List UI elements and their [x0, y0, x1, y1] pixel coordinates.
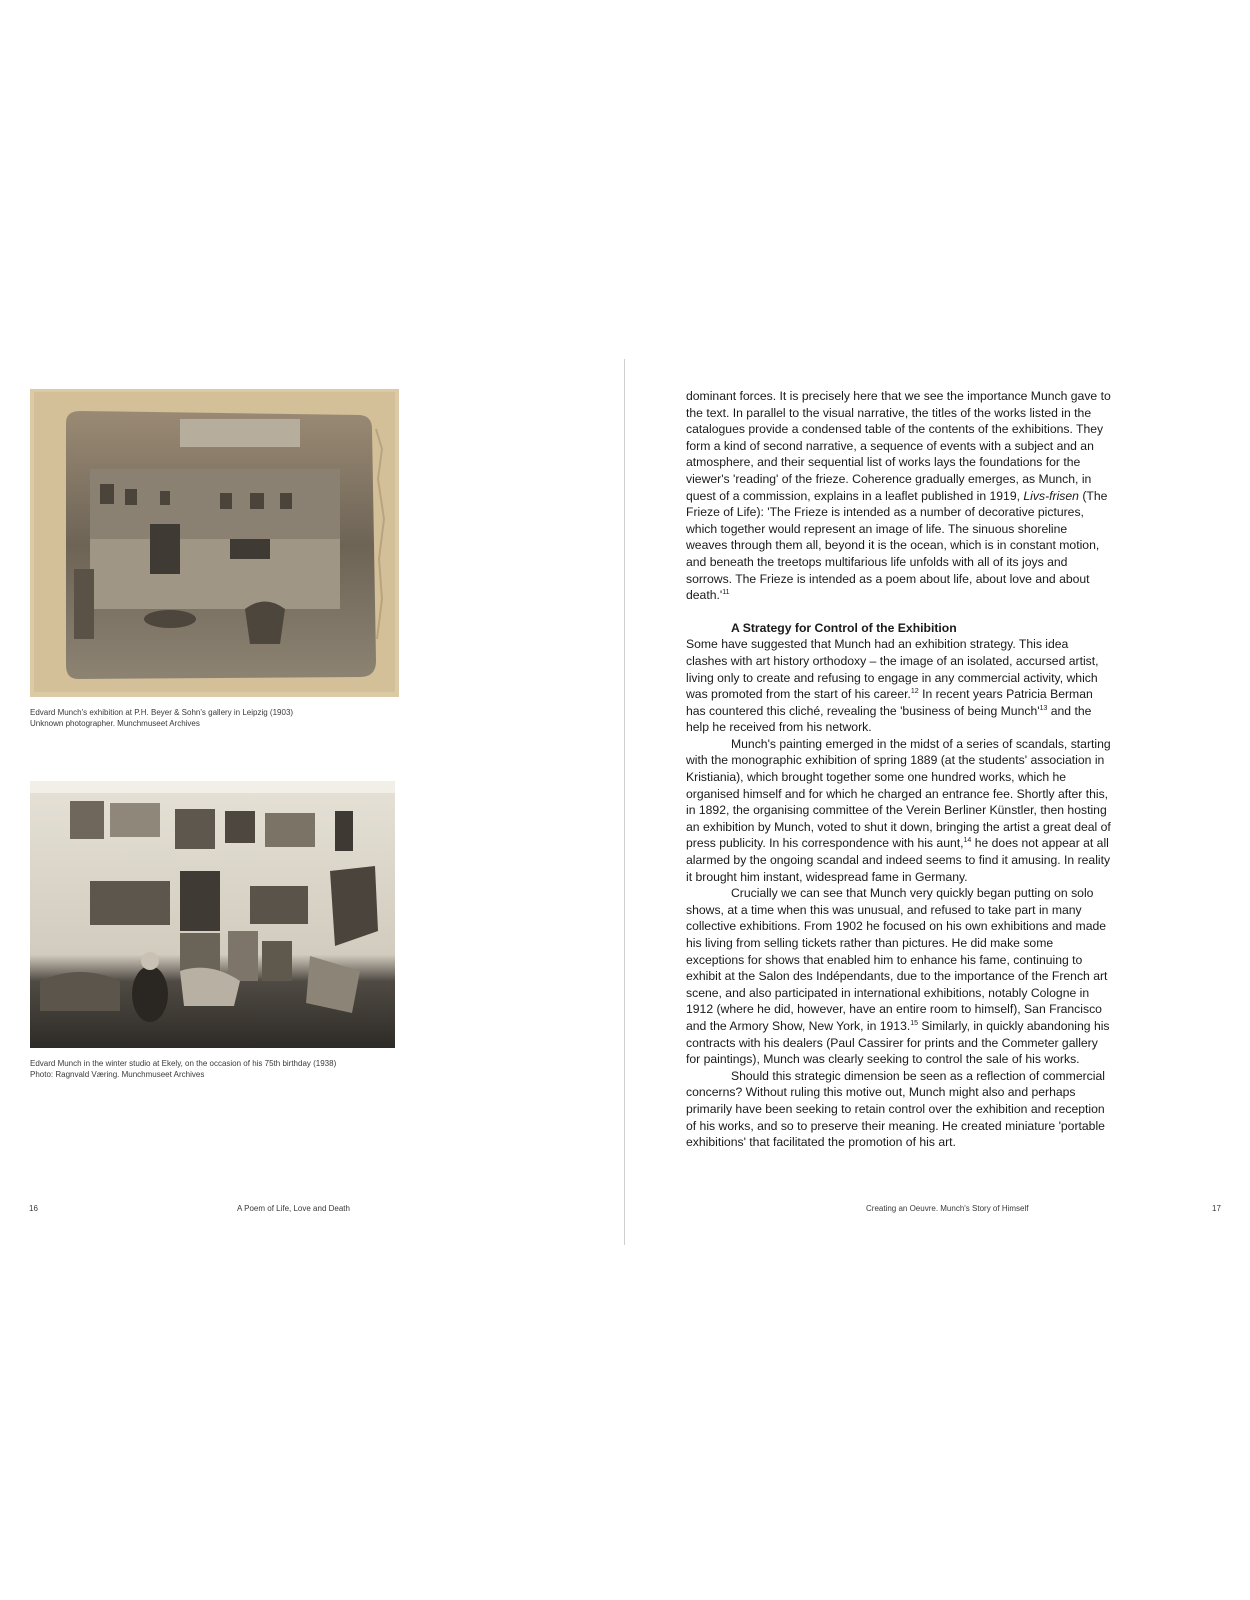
- photo-leipzig-exhibition: [30, 389, 399, 697]
- section-heading: A Strategy for Control of the Exhibition: [731, 620, 957, 635]
- body-text-column: [686, 388, 1111, 1151]
- paragraph-2-text-c: and the help he received from his network.: [686, 703, 1092, 735]
- left-page-number: 16: [29, 1204, 38, 1213]
- photo-ekely-studio: [30, 781, 395, 1048]
- paragraph-2-text-a: Some have suggested that Munch had an exhibition strategy. This idea clashes with art history orthodoxy – the image of an isolated, accursed artist, living only to create and refusing to engage in any commercial activity, which was promoted from the start of his career.: [686, 637, 1099, 702]
- right-running-head: Creating an Oeuvre. Munch's Story of Himself: [866, 1204, 1029, 1213]
- figure-caption-2-line2: Photo: Ragnvald Væring. Munchmuseet Archives: [30, 1070, 205, 1079]
- figure-caption-2-line1: Edvard Munch in the winter studio at Ekely, on the occasion of his 75th birthday (1938): [30, 1059, 337, 1068]
- italic-title-livs-frisen: Livs-frisen: [1023, 488, 1079, 503]
- right-page-number: 17: [1212, 1204, 1221, 1213]
- paragraph-2-text-b: In recent years Patricia Berman has countered this cliché, revealing the 'business of being Munch': [686, 687, 1093, 718]
- paragraph-1: [686, 388, 1111, 604]
- paragraph-1-text-b: (The Frieze of Life): 'The Frieze is intended as a number of decorative pictures, which together would represent an image of life. The sinuous shoreline weaves through them all, beyond it is the ocean, which is in constant motion, and beneath the treetops multifarious life unfolds with all of its joys and sorrows. The Frieze is intended as a poem about life, about love and about death.': [686, 488, 1108, 603]
- paragraph-5: Should this strategic dimension be seen as a reflection of commercial concerns? Without ruling this motive out, Munch might also and perhaps primarily have been seeking to retain control over the exhibition and reception of his works, and so to preserve their meaning. He created miniature 'portable exhibitions' that facilitated the promotion of his art.: [686, 1068, 1105, 1150]
- paragraph-4-text-a: Crucially we can see that Munch very quickly began putting on solo shows, at a time when this was unusual, and refused to take part in many collective exhibitions. From 1902 he focused on his own exhibitions and made his living from selling tickets rather than pictures. He did make some exceptions for shows that enabled him to enhance his fame, continuing to exhibit at the Salon des Indépendants, due to the importance of the French art scene, and also participated in international exhibitions, notably Cologne in 1912 (where he did, however, have an entire room to himself), San Francisco and the Armory Show, New York, in 1913.: [686, 886, 1108, 1033]
- paragraph-3: [686, 736, 1111, 885]
- left-running-head: A Poem of Life, Love and Death: [237, 1204, 350, 1213]
- paragraph-4-text-b: Similarly, in quickly abandoning his contracts with his dealers (Paul Cassirer for prints and the Commeter gallery for paintings), Munch was clearly seeking to control the sale of his works.: [686, 1018, 1110, 1067]
- footnote-ref-14: 14: [963, 837, 972, 845]
- photo-leipzig-image: [30, 389, 399, 697]
- photo-ekely-image: [30, 781, 395, 1048]
- paragraph-4: [686, 885, 1111, 1068]
- figure-caption-1: [30, 707, 400, 729]
- figure-caption-2: [30, 1058, 400, 1080]
- footnote-ref-12: 12: [910, 688, 919, 696]
- footnote-ref-13: 13: [1039, 704, 1048, 712]
- paragraph-3-text-b: he does not appear at all alarmed by the ongoing scandal and indeed seems to find it amusing. In reality it brought him instant, widespread fame in Germany.: [686, 836, 1111, 884]
- figure-caption-1-line1: Edvard Munch's exhibition at P.H. Beyer & Sohn's gallery in Leipzig (1903): [30, 708, 294, 717]
- footnote-ref-11: 11: [722, 589, 730, 597]
- spine-gutter: [624, 359, 625, 1245]
- paragraph-1-text-a: dominant forces. It is precisely here that we see the importance Munch gave to the text. In parallel to the visual narrative, the titles of the works listed in the catalogues provide a condensed table of the contents of the exhibitions. They form a kind of second narrative, a sequence of events with a subject and an atmosphere, and their sequential list of works lays the foundations for the viewer's 'reading' of the frieze. Coherence gradually emerges, as Munch, in quest of a commission, explains in a leaflet published in 1919,: [686, 389, 1111, 503]
- paragraph-3-text-a: Munch's painting emerged in the midst of a series of scandals, starting with the monographic exhibition of spring 1889 (at the students' association in Kristiania), which brought together some one hundred works, which he organised himself and for which he charged an entrance fee. Shortly after this, in 1892, the organising committee of the Verein Berliner Künstler, then hosting an exhibition by Munch, voted to shut it down, bringing the artist a great deal of press publicity. In his correspondence with his aunt,: [686, 736, 1111, 851]
- paragraph-2: [686, 636, 1111, 736]
- figure-caption-1-line2: Unknown photographer. Munchmuseet Archives: [30, 719, 200, 728]
- footnote-ref-15: 15: [910, 1019, 919, 1027]
